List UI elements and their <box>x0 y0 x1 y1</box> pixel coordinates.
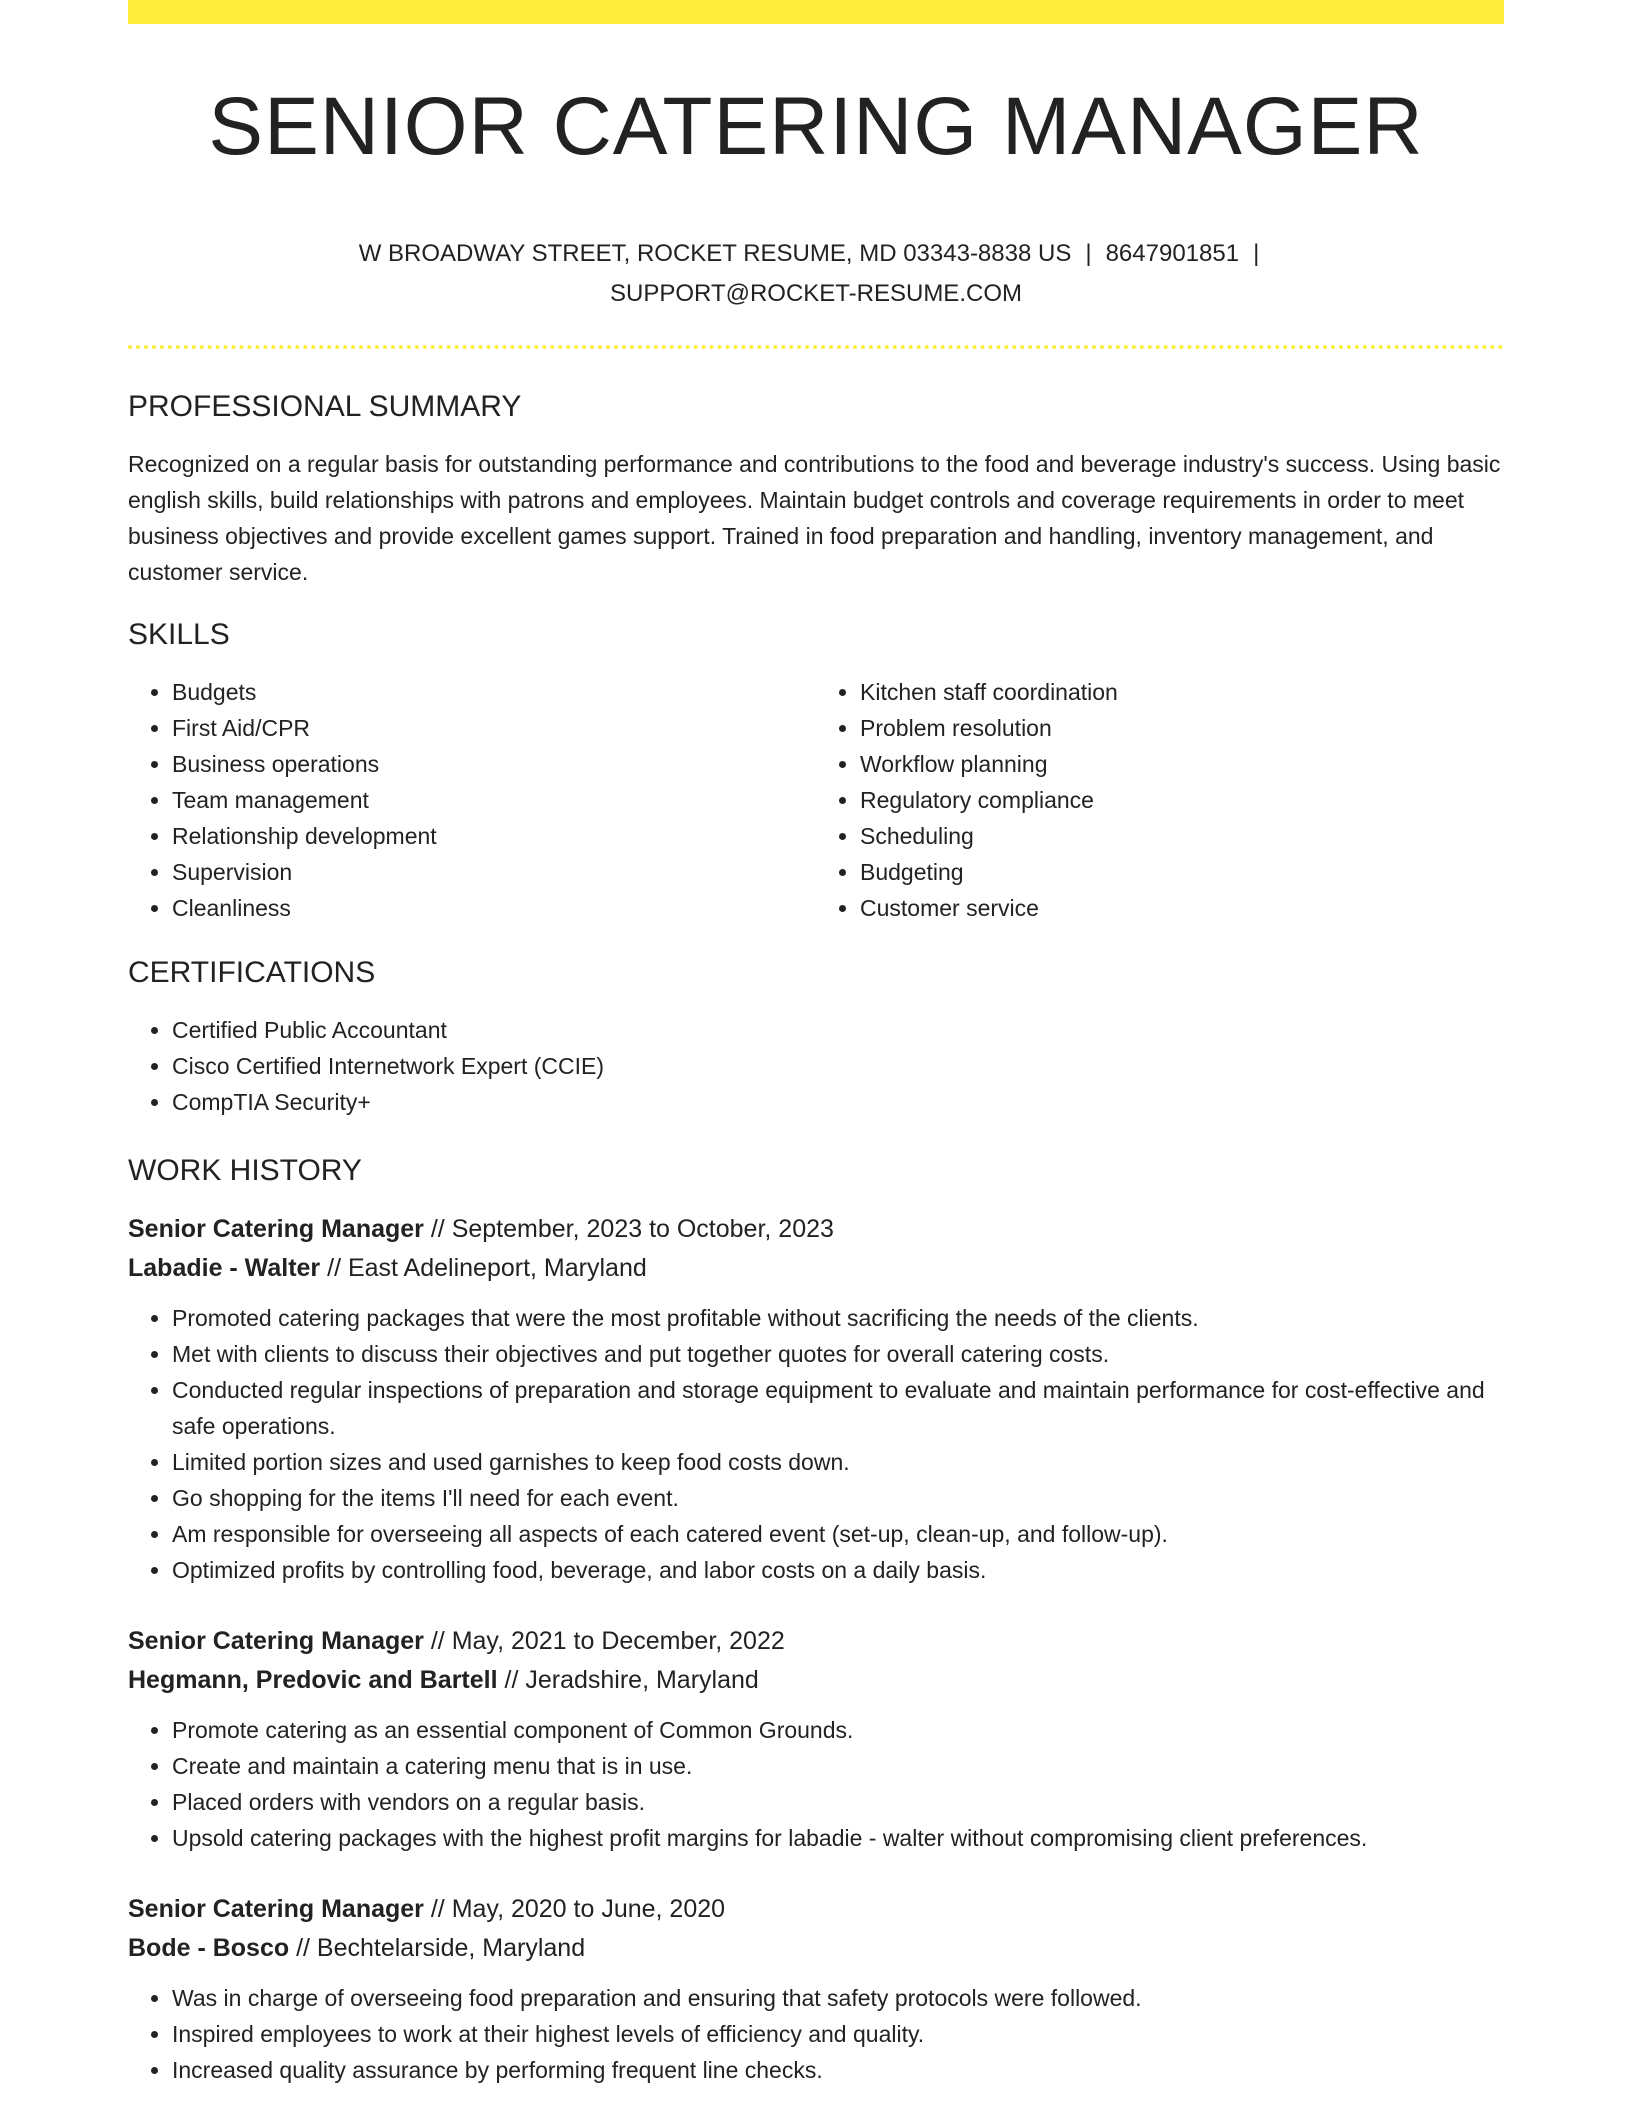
job-company: Labadie - Walter <box>128 1254 321 1282</box>
job-location: East Adelineport, Maryland <box>347 1254 647 1282</box>
job-company: Hegmann, Predovic and Bartell <box>128 1666 498 1694</box>
skill-item: • Customer service <box>860 890 1504 926</box>
contact-email[interactable]: SUPPORT@ROCKET-RESUME.COM <box>610 280 1022 307</box>
job-separator: // <box>423 1895 452 1923</box>
job-bullet: • Optimized profits by controlling food, beverage, and labor costs on a daily basis. <box>172 1552 1504 1588</box>
skills-columns <box>128 674 1504 926</box>
skill-item: • First Aid/CPR <box>172 710 816 746</box>
skill-item: • Relationship development <box>172 818 816 854</box>
job-dates: May, 2021 to December, 2022 <box>451 1627 785 1655</box>
contact-info <box>128 234 1504 314</box>
job-bullet: • Promoted catering packages that were the most profitable without sacrificing the needs of the clients. <box>172 1300 1504 1336</box>
skills-list-right <box>816 674 1504 926</box>
job-bullet: • Limited portion sizes and used garnishes to keep food costs down. <box>172 1444 1504 1480</box>
job-role: Senior Catering Manager <box>128 1895 424 1923</box>
job-role-line <box>128 1622 1504 1661</box>
job-separator: // <box>423 1627 452 1655</box>
job-separator: // <box>289 1934 317 1962</box>
job-company-line <box>128 1249 1504 1288</box>
skills-list-left <box>128 674 816 926</box>
certification-item: • Certified Public Accountant <box>172 1012 1504 1048</box>
job-separator: // <box>423 1215 452 1243</box>
job-location: Jeradshire, Maryland <box>525 1666 759 1694</box>
contact-separator: | <box>1253 240 1260 267</box>
skill-item: • Kitchen staff coordination <box>860 674 1504 710</box>
certification-item: • CompTIA Security+ <box>172 1084 1504 1120</box>
job-dates: September, 2023 to October, 2023 <box>451 1215 834 1243</box>
job-company: Bode - Bosco <box>128 1934 290 1962</box>
job-separator: // <box>497 1666 526 1694</box>
job-bullet: • Inspired employees to work at their highest levels of efficiency and quality. <box>172 2016 1504 2052</box>
job-bullet: • Promote catering as an essential component of Common Grounds. <box>172 1712 1504 1748</box>
dotted-divider <box>128 345 1504 349</box>
candidate-title: SENIOR CATERING MANAGER <box>208 81 1424 172</box>
job-bullet: • Met with clients to discuss their objectives and put together quotes for overall catering costs. <box>172 1336 1504 1372</box>
skill-item: • Regulatory compliance <box>860 782 1504 818</box>
job-bullet: • Was in charge of overseeing food preparation and ensuring that safety protocols were followed. <box>172 1980 1504 2016</box>
contact-separator: | <box>1085 240 1092 267</box>
job-entry <box>128 1210 1504 1588</box>
work-history-list <box>128 1210 1504 2088</box>
job-separator: // <box>320 1254 348 1282</box>
certifications-list <box>128 1012 1504 1120</box>
job-bullets <box>128 1712 1504 1856</box>
job-bullets <box>128 1300 1504 1588</box>
job-bullet: • Create and maintain a catering menu that is in use. <box>172 1748 1504 1784</box>
job-bullet: • Placed orders with vendors on a regular basis. <box>172 1784 1504 1820</box>
job-dates: May, 2020 to June, 2020 <box>451 1895 726 1923</box>
job-role-line <box>128 1890 1504 1929</box>
skill-item: • Cleanliness <box>172 890 816 926</box>
job-role: Senior Catering Manager <box>128 1627 424 1655</box>
contact-address: W BROADWAY STREET, ROCKET RESUME, MD 03343-8838 US <box>358 240 1072 267</box>
job-location: Bechtelarside, Maryland <box>316 1934 586 1962</box>
job-entry <box>128 1890 1504 2088</box>
job-bullets <box>128 1980 1504 2088</box>
job-entry <box>128 1622 1504 1856</box>
job-company-line <box>128 1929 1504 1968</box>
job-bullet: • Am responsible for overseeing all aspects of each catered event (set-up, clean-up, and follow-up). <box>172 1516 1504 1552</box>
skill-item: • Business operations <box>172 746 816 782</box>
job-bullet: • Increased quality assurance by performing frequent line checks. <box>172 2052 1504 2088</box>
section-title-certifications: CERTIFICATIONS <box>128 956 376 989</box>
section-title-skills: SKILLS <box>128 618 230 651</box>
job-company-line <box>128 1661 1504 1700</box>
skill-item: • Workflow planning <box>860 746 1504 782</box>
section-title-work-history: WORK HISTORY <box>128 1154 362 1187</box>
skill-item: • Scheduling <box>860 818 1504 854</box>
section-title-summary: PROFESSIONAL SUMMARY <box>128 390 522 423</box>
skill-item: • Team management <box>172 782 816 818</box>
certification-item: • Cisco Certified Internetwork Expert (CCIE) <box>172 1048 1504 1084</box>
job-role-line <box>128 1210 1504 1249</box>
job-bullet: • Upsold catering packages with the highest profit margins for labadie - walter without compromising client preferences. <box>172 1820 1504 1856</box>
job-bullet: • Go shopping for the items I'll need for each event. <box>172 1480 1504 1516</box>
skill-item: • Budgets <box>172 674 816 710</box>
summary-text: Recognized on a regular basis for outstanding performance and contributions to the food and beverage industry's success. Using basic english skills, build relationships with patrons and employees. Maintain budget controls and coverage requirements in order to meet business objectives and provide excellent games support. Trained in food preparation and handling, inventory management, and customer service. <box>128 451 1501 585</box>
job-bullet: • Conducted regular inspections of preparation and storage equipment to evaluate and maintain performance for cost-effective and safe operations. <box>172 1372 1504 1444</box>
skill-item: • Supervision <box>172 854 816 890</box>
job-role: Senior Catering Manager <box>128 1215 424 1243</box>
skill-item: • Budgeting <box>860 854 1504 890</box>
resume-content <box>128 390 1504 2122</box>
top-accent-bar <box>128 0 1504 24</box>
skill-item: • Problem resolution <box>860 710 1504 746</box>
contact-phone: 8647901851 <box>1105 240 1240 267</box>
